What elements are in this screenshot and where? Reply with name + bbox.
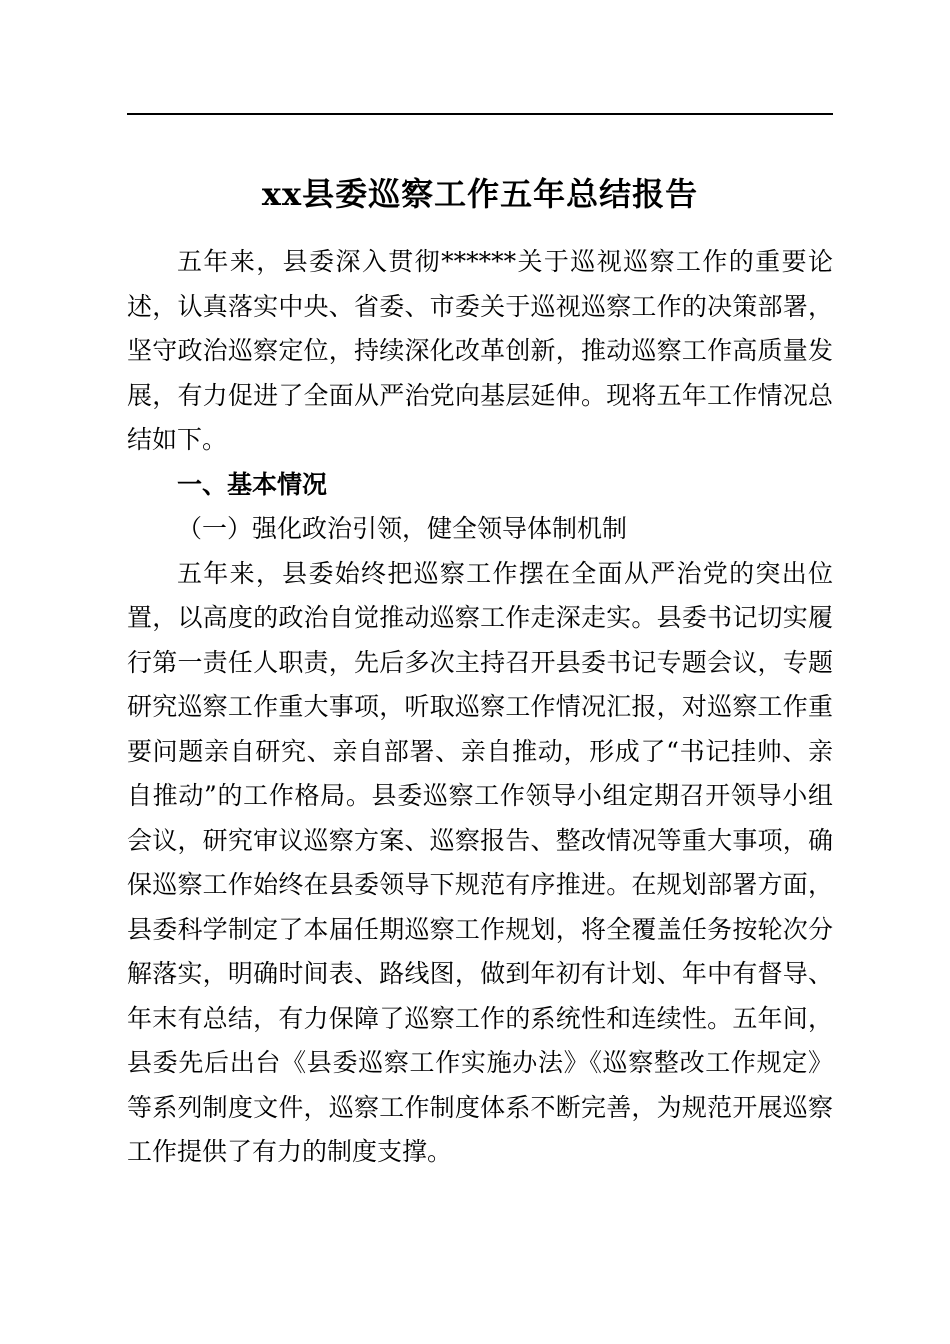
intro-paragraph: 五年来，县委深入贯彻******关于巡视巡察工作的重要论述，认真落实中央、省委、市委关于巡视巡察工作的决策部署，坚守政治巡察定位，持续深化改革创新，推动巡察工作高质量发展，有力促进了全面从严治党向基层延伸。现将五年工作情况总结如下。 — [127, 247, 833, 454]
subsection-heading-political-leadership: （一）强化政治引领，健全领导体制机制 — [177, 514, 628, 543]
header-rule — [127, 113, 833, 115]
subsection-body-paragraph: 五年来，县委始终把巡察工作摆在全面从严治党的突出位置，以高度的政治自觉推动巡察工作走深走实。县委书记切实履行第一责任人职责，先后多次主持召开县委书记专题会议，专题研究巡察工作重大事项，听取巡察工作情况汇报，对巡察工作重要问题亲自研究、亲自部署、亲自推动，形成了“书记挂帅、亲自推动”的工作格局。县委巡察工作领导小组定期召开领导小组会议，研究审议巡察方案、巡察报告、整改情况等重大事项，确保巡察工作始终在县委领导下规范有序推进。在规划部署方面，县委科学制定了本届任期巡察工作规划，将全覆盖任务按轮次分解落实，明确时间表、路线图，做到年初有计划、年中有督导、年末有总结，有力保障了巡察工作的系统性和连续性。五年间，县委先后出台《县委巡察工作实施办法》《巡察整改工作规定》等系列制度文件，巡察工作制度体系不断完善，为规范开展巡察工作提供了有力的制度支撑。 — [127, 558, 833, 1166]
document-body — [127, 240, 833, 1175]
section-heading-basic-situation: 一、基本情况 — [177, 469, 328, 499]
document-title: xx县委巡察工作五年总结报告 — [261, 175, 699, 213]
